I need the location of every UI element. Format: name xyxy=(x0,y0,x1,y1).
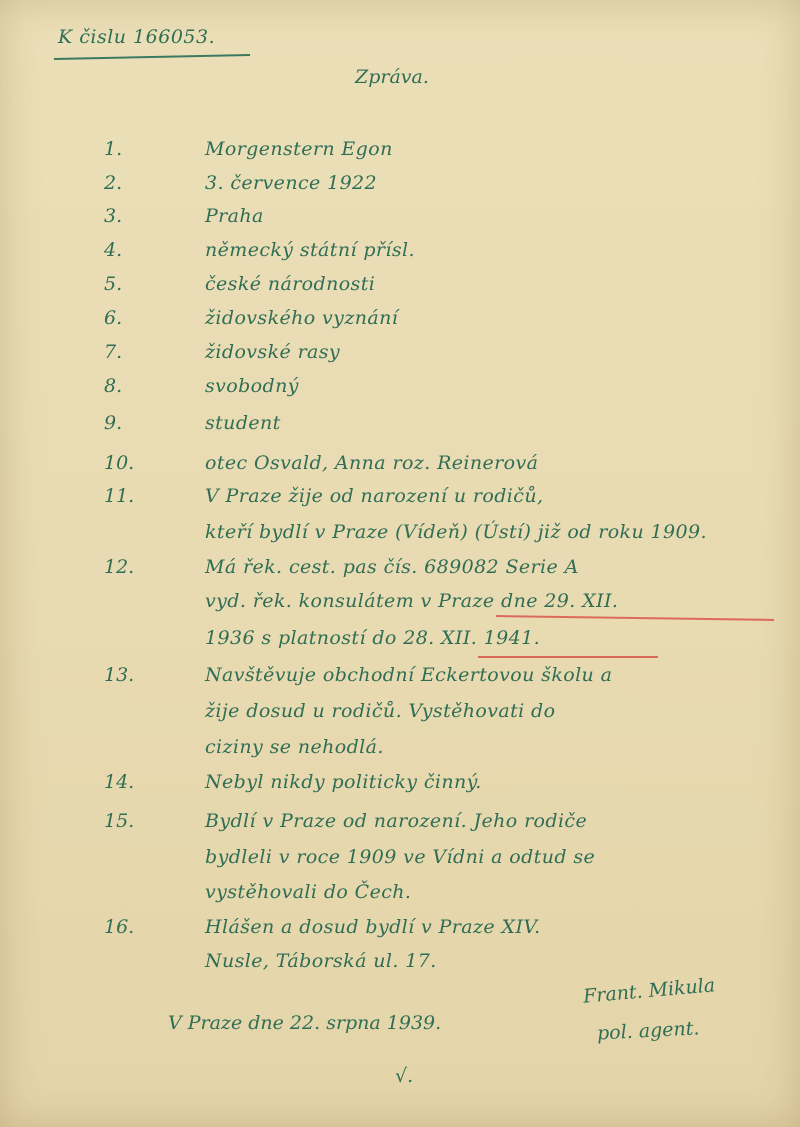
list-item xyxy=(0,273,800,307)
list-item xyxy=(0,172,800,206)
list-item xyxy=(0,485,800,519)
item-text: židovské rasy xyxy=(205,341,341,363)
list-item xyxy=(0,375,800,409)
place-date: V Praze dne 22. srpna 1939. xyxy=(168,1012,442,1034)
item-number: 10. xyxy=(104,452,135,474)
list-item xyxy=(0,881,800,915)
item-text: Nusle, Táborská ul. 17. xyxy=(205,950,437,972)
list-item xyxy=(0,664,800,698)
item-text: Hlášen a dosud bydlí v Praze XIV. xyxy=(205,916,541,938)
item-text: Praha xyxy=(205,205,264,227)
list-item xyxy=(0,205,800,239)
item-text: bydleli v roce 1909 ve Vídni a odtud se xyxy=(205,846,596,868)
list-item xyxy=(0,307,800,341)
item-number: 14. xyxy=(104,771,135,793)
item-number: 2. xyxy=(104,172,123,194)
item-text: vystěhovali do Čech. xyxy=(205,881,412,903)
item-number: 12. xyxy=(104,556,135,578)
item-number: 16. xyxy=(104,916,135,938)
list-item xyxy=(0,771,800,805)
list-item xyxy=(0,412,800,446)
item-text: student xyxy=(205,412,281,434)
item-text: 1936 s platností do 28. XII. 1941. xyxy=(205,627,541,649)
item-text: české národnosti xyxy=(205,273,376,295)
item-text: kteří bydlí v Praze (Vídeň) (Ústí) již od roku 1909. xyxy=(205,521,707,543)
item-text: žije dosud u rodičů. Vystěhovati do xyxy=(205,700,556,722)
item-number: 3. xyxy=(104,205,123,227)
list-item xyxy=(0,846,800,880)
item-text: 3. července 1922 xyxy=(205,172,378,194)
list-item xyxy=(0,736,800,770)
item-text: V Praze žije od narození u rodičů, xyxy=(205,485,544,507)
list-item xyxy=(0,810,800,844)
item-number: 6. xyxy=(104,307,123,329)
item-text: německý státní přísl. xyxy=(205,239,415,261)
item-number: 9. xyxy=(104,412,123,434)
list-item xyxy=(0,627,800,661)
red-underline-2 xyxy=(478,656,658,658)
item-number: 4. xyxy=(104,239,123,261)
list-item xyxy=(0,138,800,172)
list-item xyxy=(0,700,800,734)
reference-underline xyxy=(54,54,250,60)
item-text: Morgenstern Egon xyxy=(205,138,393,160)
item-number: 11. xyxy=(104,485,135,507)
item-number: 15. xyxy=(104,810,135,832)
document-title: Zpráva. xyxy=(355,66,429,88)
item-text: Navštěvuje obchodní Eckertovou školu a xyxy=(205,664,613,686)
signature-title: pol. agent. xyxy=(596,1017,700,1045)
list-item xyxy=(0,916,800,950)
item-text: Bydlí v Praze od narození. Jeho rodiče xyxy=(205,810,588,832)
item-text: Nebyl nikdy politicky činný. xyxy=(205,771,482,793)
item-number: 13. xyxy=(104,664,135,686)
item-text: židovského vyznání xyxy=(205,307,399,329)
list-item xyxy=(0,556,800,590)
item-number: 7. xyxy=(104,341,123,363)
list-item xyxy=(0,452,800,486)
item-text: ciziny se nehodlá. xyxy=(205,736,384,758)
list-item xyxy=(0,341,800,375)
item-text: vyd. řek. konsulátem v Praze dne 29. XII. xyxy=(205,590,619,612)
item-number: 1. xyxy=(104,138,123,160)
footer-mark: √. xyxy=(395,1065,414,1087)
reference-number: K čislu 166053. xyxy=(58,26,216,48)
list-item xyxy=(0,239,800,273)
item-number: 8. xyxy=(104,375,123,397)
item-text: svobodný xyxy=(205,375,299,397)
item-text: Má řek. cest. pas čís. 689082 Serie A xyxy=(205,556,579,578)
item-number: 5. xyxy=(104,273,123,295)
signature-name: Frant. Mikula xyxy=(582,974,716,1008)
item-text: otec Osvald, Anna roz. Reinerová xyxy=(205,452,539,474)
list-item xyxy=(0,521,800,555)
